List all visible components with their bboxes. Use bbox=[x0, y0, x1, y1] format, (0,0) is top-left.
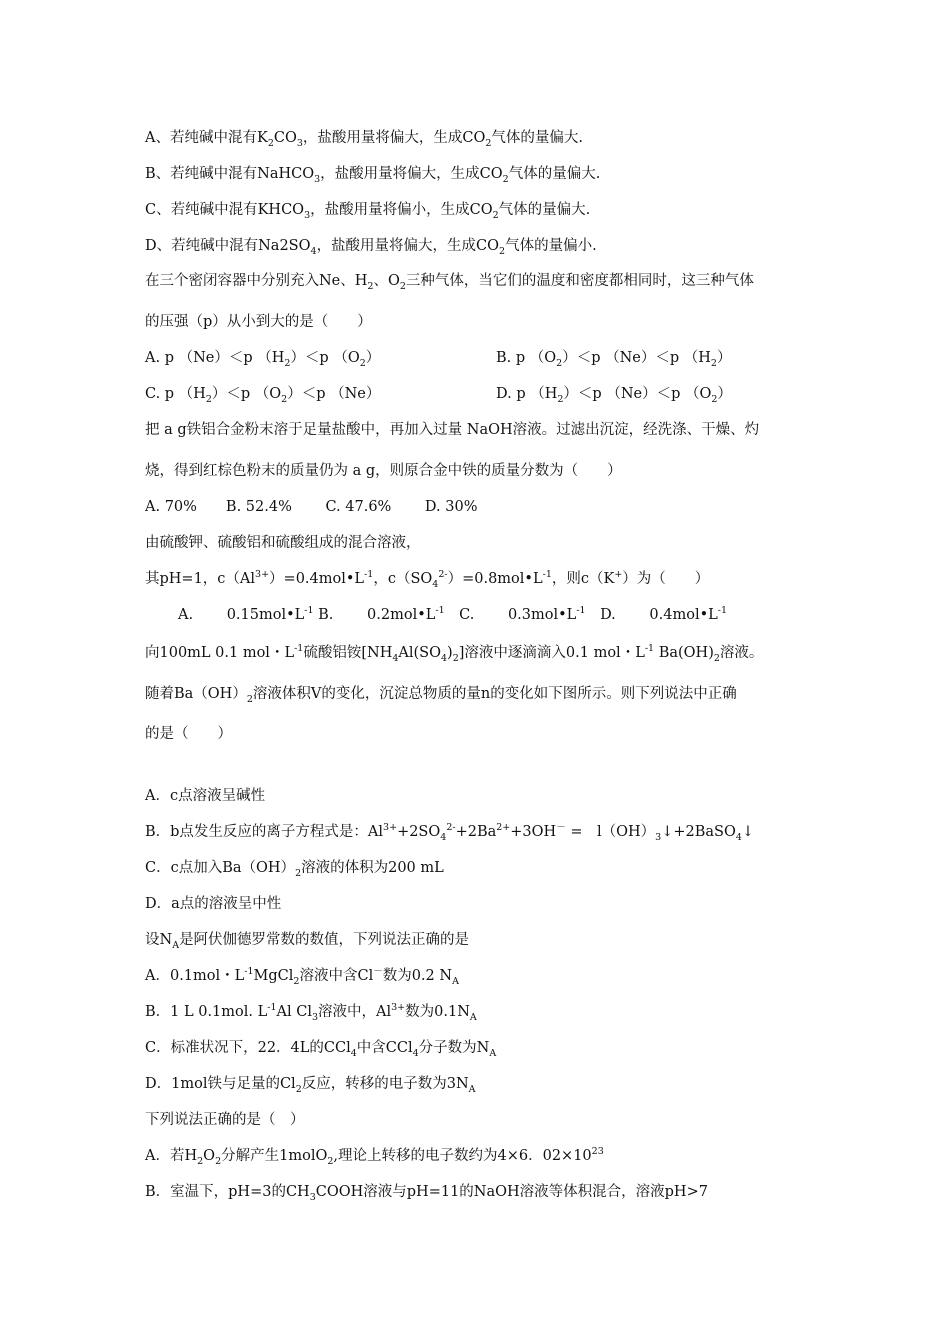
q1-option-c: C、若纯碱中混有$KHCO_3$，盐酸用量将偏小，生成$CO_2$气体的量偏大. bbox=[145, 202, 591, 221]
q6-stem: 设$N_A$是阿伏伽德罗常数的数值，下列说法正确的是 bbox=[145, 932, 470, 951]
q1-option-d: D、若纯碱中混有$Na2SO_4$，盐酸用量将偏大，生成$CO_2$气体的量偏小. bbox=[145, 238, 597, 257]
q7-option-b: B．室温下，pH=3的$CH_3COOH$溶液与pH=11的NaOH溶液等体积混合，溶液pH>7 bbox=[145, 1184, 708, 1203]
q5-stem-line3: 的是（ ） bbox=[145, 726, 232, 742]
q2-stem-line2: 的压强（p）从小到大的是（ ） bbox=[145, 314, 372, 330]
q5-option-a: A．c点溶液呈碱性 bbox=[145, 788, 266, 804]
q5-option-b: B．b点发生反应的离子方程式是：$Al^{3+}+2SO_4^{2-}+2Ba^{2+}+3OH^-$ = $l(OH)_3↓+2BaSO_4↓$ bbox=[145, 822, 755, 843]
q3-stem-line2: 烧，得到红棕色粉末的质量仍为 a g，则原合金中铁的质量分数为（ ） bbox=[145, 463, 622, 479]
q4-stem-line2: 其pH=1，$c(Al^{3+})=0.4mol•L^{-1}$，$c(SO_4^{2-})=0.8mol•L^{-1}$，则c（K+）为（ ） bbox=[145, 569, 710, 590]
q2-option-b: B. p $(O_2)<p$ （Ne）＜p $(H_2)$ bbox=[496, 350, 732, 369]
q2-stem-line1: 在三个密闭容器中分别充入Ne、$H_2$、$O_2$三种气体，当它们的温度和密度都相同时，这三种气体 bbox=[145, 273, 754, 292]
q5-option-d: D．a点的溶液呈中性 bbox=[145, 896, 282, 912]
q4-options: A. $0.15mol•L^{-1}$ B. $0.2mol•L^{-1}$ C. $0.3mol•L^{-1}$ D. $0.4mol•L^{-1}$ bbox=[178, 605, 728, 623]
q1-option-b: B、若纯碱中混有NaHCO$_3$，盐酸用量将偏大，生成$CO_2$气体的量偏大. bbox=[145, 166, 601, 185]
q5-stem-line2: 随着$Ba(OH)_2$溶液体积V的变化，沉淀总物质的量n的变化如下图所示。则下列说法中正确 bbox=[145, 686, 737, 705]
q2-option-a: A. p （Ne）＜p $(H_2)<p$ $(O_2)$ bbox=[145, 350, 381, 369]
q6-option-b: B．1 L 0.1mol. $L^{-1}Al$ $Cl_3$溶液中，$Al^{3+}$数为$0.1N_A$ bbox=[145, 1002, 477, 1023]
q3-options: A. 70% B. 52.4% C. 47.6% D. 30% bbox=[145, 499, 478, 515]
q2-option-c: C. p $(H_2)<p$ $(O_2)<p$ （Ne） bbox=[145, 386, 381, 405]
q1-option-a: A、若纯碱中混有$K_2CO_3$，盐酸用量将偏大，生成$CO_2$气体的量偏大. bbox=[145, 130, 584, 149]
q7-stem: 下列说法正确的是（ ） bbox=[145, 1112, 305, 1128]
q2-option-d: D. p $(H_2)<p$ （Ne）＜p $(O_2)$ bbox=[496, 386, 732, 405]
q6-option-c: C．标准状况下，22．4L的CCl$_4$中含CCl$_4$分子数为$N_A$ bbox=[145, 1040, 497, 1059]
q5-stem-line1: 向100mL 0.1 mol・$L^{-1}$硫酸铝铵$[NH_4Al(SO_4)_2]$溶液中逐滴滴入0.1 mol・$L^{-1}$ $Ba(OH)_2$溶液。 bbox=[145, 643, 764, 664]
q6-option-d: D．1mol铁与足量的$Cl_2$反应，转移的电子数为$3N_A$ bbox=[145, 1076, 476, 1095]
q3-stem-line1: 把 a g铁铝合金粉末溶于足量盐酸中，再加入过量 NaOH溶液。过滤出沉淀，经洗涤、干燥、灼 bbox=[145, 422, 760, 438]
q5-option-c: C．c点加入$Ba(OH)_2$溶液的体积为200 mL bbox=[145, 860, 444, 879]
q6-option-a: A．0.1mol・$L^{-1}MgCl_2$溶液中含Cl－数为0.2 $N_A$ bbox=[145, 966, 459, 987]
q4-stem-line1: 由硫酸钾、硫酸铝和硫酸组成的混合溶液， bbox=[145, 535, 421, 551]
q7-option-a: A．若$H_2O_2$分解产生1molO$_2$,理论上转移的电子数约为4×6．$02\times 10^{23}$ bbox=[145, 1146, 604, 1167]
